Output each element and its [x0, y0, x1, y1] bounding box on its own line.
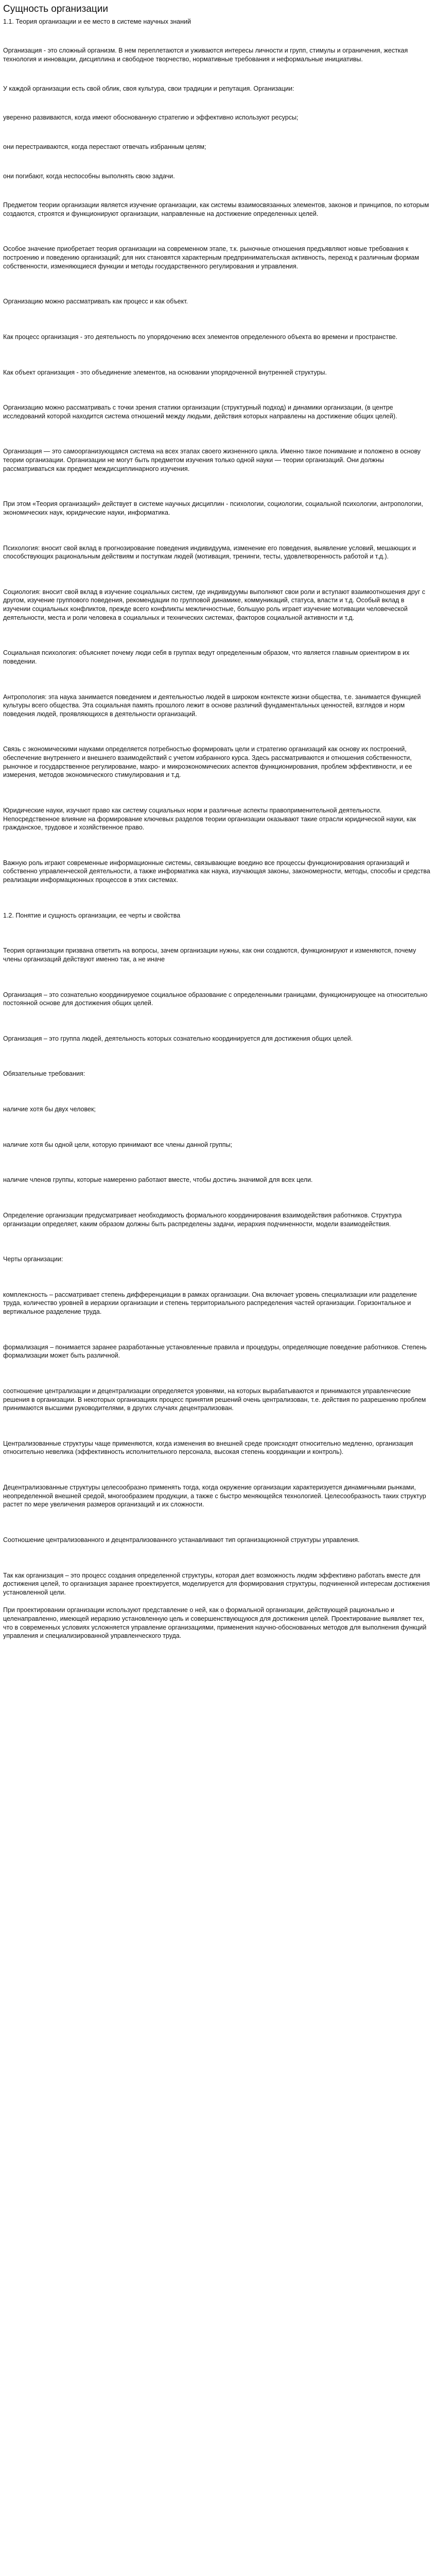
- paragraph-33: Централизованные структуры чаще применяются, когда изменения во внешней среде происходят относительно медленно, организация относительно невелика (эффективность исполнительного персонала, высокая степень координации и контроль).: [3, 1439, 413, 1456]
- paragraph-6: Предметом теории организации является изучение организации, как системы взаимосвязанных элементов, законов и принципов, по которым создаются, строятся и функционируют организации, направленные на достижение определенных целей.: [3, 201, 429, 217]
- paragraph-18: Связь с экономическими науками определяется потребностью формировать цели и стратегию организаций как основу их построений, обеспечение внутреннего и внешнего взаимодействий с учетом избранного курса. Здесь рассматриваются и отношения собственности, рыночное и государственное регулирование, макро- и микроэкономических аспектов функционирования, проблем эффективности, и ее измерения, методов экономического стимулирования и т.д.: [3, 745, 412, 779]
- paragraph-20: Важную роль играют современные информационные системы, связывающие воедино все процессы функционирования организаций и собственно управленческой деятельности, а также информатика как наука, изучающая законы, закономерности, методы, способы и средства реализации информационных процессов в этих системах.: [3, 859, 430, 884]
- paragraph-4: они перестраиваются, когда перестают отвечать избранным целям;: [3, 143, 206, 150]
- paragraph-32: соотношение централизации и децентрализации определяется уровнями, на которых вырабатываются и принимаются управленческие решения в организации. В некоторых организациях процесс принятия решений очень централизован, т.е. действия по разрешению проблем принимаются высшими руководителями, в других случаях децентрализован.: [3, 1387, 426, 1412]
- paragraph-35: Соотношение централизованного и децентрализованного устанавливают тип организационной структуры управления.: [3, 1536, 360, 1544]
- paragraph-13: При этом «Теория организаций» действует в системе научных дисциплин - психологии, социологии, социальной психологии, антропологии, экономических наук, юридические науки, информатика.: [3, 500, 423, 516]
- paragraph-31: формализация – понимается заранее разработанные установленные правила и процедуры, определяющие поведение работников. Степень формализации может быть различной.: [3, 1343, 427, 1360]
- paragraph-14: Психология: вносит свой вклад в прогнозирование поведения индивидуума, изменение его поведения, выявление условий, мешающих и способствующих рациональным действиям и поступкам людей (мотивация, тренинги, тесты, удовлетворенность работой и т.д.).: [3, 544, 416, 561]
- paragraph-22: Организация – это сознательно координируемое социальное образование с определенными границами, функционирующее на относительно постоянной основе для достижения общих целей.: [3, 991, 428, 1007]
- paragraph-24: Обязательные требования:: [3, 1070, 85, 1078]
- paragraph-16: Социальная психология: объясняет почему люди себя в группах ведут определенным образом, что является главным ориентиром в их поведении.: [3, 649, 410, 665]
- paragraph-19: Юридические науки, изучают право как систему социальных норм и различные аспекты правоприменительной деятельности. Непосредственное влияние на формирование ключевых разделов теории организации оказывают такие отрасли юридической науки, как гражданское, трудовое и хозяйственное право.: [3, 806, 416, 832]
- paragraph-15: Социология: вносит свой вклад в изучение социальных систем, где индивидуумы выполняют свои роли и вступают взаимоотношения друг с другом, изучение группового поведения, рекомендации по групповой динамике, коммуникаций, статуса, власти и т.д. Особый вклад в изучении социальных конфликтов, прежде всего конфликты межличностные, большую роль играет изучение мотивации человеческой деятельности, места и роли человека в социальных и технических системах, факторов социальной активности и т.д.: [3, 588, 426, 621]
- paragraph-17: Антропология: эта наука занимается поведением и деятельностью людей в широком контексте жизни общества, т.е. занимается функцией культуры всего общества. Эта социальная память прошлого лежит в основе различий фундаментальных ценностей, взглядов и норм поведения людей, проявляющихся в деятельности организаций.: [3, 693, 421, 718]
- paragraph-25: наличие хотя бы двух человек;: [3, 1106, 96, 1113]
- paragraph-21: Теория организации призвана ответить на вопросы, зачем организации нужны, как они создаются, функционируют и изменяются, почему члены организаций действуют именно так, а не иначе: [3, 947, 416, 963]
- paragraph-10: Как объект организация - это объединение элементов, на основании упорядоченной внутренней структуры.: [3, 368, 327, 376]
- paragraph-34: Децентрализованные структуры целесообразно применять тогда, когда окружение организации характеризуется динамичными рынками, неопределенной внешней средой, многообразием продукции, а также с быстро меняющейся технологией. Целесообразность таких структур растет по мере увеличения размеров организаций и их сложности.: [3, 1484, 426, 1509]
- paragraph-36: Так как организация – это процесс создания определенной структуры, которая дает возможность людям эффективно работать вместе для достижения целей, то организация заранее проектируется, моделируется для формирования структуры, подчиненной интересам достижения установленной цели.: [3, 1571, 430, 1596]
- paragraph-7: Особое значение приобретает теория организации на современном этапе, т.к. рыночные отношения предъявляют новые требования к построению и поведению организаций; для них становятся характерным предпринимательская активность, переход к различным формам собственности, изменяющиеся функции и методы государственного регулирования и управления.: [3, 245, 419, 270]
- paragraph-3: уверенно развиваются, когда имеют обоснованную стратегию и эффективно используют ресурсы;: [3, 114, 299, 122]
- paragraph-26: наличие хотя бы одной цели, которую принимают все члены данной группы;: [3, 1141, 233, 1148]
- paragraph-2: У каждой организации есть свой облик, своя культура, свои традиции и репутация. Организации:: [3, 84, 294, 92]
- page-title: Сущность организации: [3, 4, 108, 14]
- section-2-title: 1.2. Понятие и сущность организации, ее черты и свойства: [3, 911, 181, 919]
- paragraph-8: Организацию можно рассматривать как процесс и как объект.: [3, 298, 188, 306]
- paragraph-12: Организация — это самоорганизующаяся система на всех этапах своего жизненного цикла. Именно такое понимание и положено в основу теории организации. Организации не могут быть предметом изучения только одной науки — теории организаций. Они должны рассматриваться как предмет междисциплинарного изучения.: [3, 448, 421, 472]
- paragraph-28: Определение организации предусматривает необходимость формального координирования взаимодействия работников. Структура организации определяет, каким образом должны быть распределены задачи, иерархия подчиненности, модели взаимодействия.: [3, 1211, 402, 1228]
- paragraph-29: Черты организации:: [3, 1256, 63, 1263]
- paragraph-23: Организация – это группа людей, деятельность которых сознательно координируется для достижения общих целей.: [3, 1035, 353, 1042]
- paragraph-5: они погибают, когда неспособны выполнять свою задачи.: [3, 172, 175, 180]
- section-1-title: 1.1. Теория организации и ее место в системе научных знаний: [3, 18, 191, 25]
- paragraph-27: наличие членов группы, которые намеренно работают вместе, чтобы достичь значимой для всех цели.: [3, 1176, 313, 1184]
- paragraph-9: Как процесс организация - это деятельность по упорядочению всех элементов определенного объекта во времени и пространстве.: [3, 333, 398, 341]
- paragraph-1: Организация - это сложный организм. В нем переплетаются и уживаются интересы личности и групп, стимулы и ограничения, жесткая технология и инновации, дисциплина и свободное творчество, нормативные требования и неформальные инициативы.: [3, 47, 408, 63]
- paragraph-11: Организацию можно рассматривать с точки зрения статики организации (структурный подход) и динамики организации, (в центре исследований которой находится система отношений между людьми, действия которых направлены на достижение общих целей).: [3, 404, 397, 420]
- paragraph-30: комплексность – рассматривает степень дифференциации в рамках организации. Она включает уровень специализации или разделение труда, количество уровней в иерархии организации и степень территориального распределения частей организации. Горизонтальное и вертикальное разделение труда.: [3, 1291, 417, 1315]
- paragraph-37: При проектировании организации используют представление о ней, как о формальной организации, действующей рационально и целенаправленно, имеющей иерархию установленную цель и совершенствующуюся для достижения целей. Проектирование выявляет тех, что в современных условиях усложняется управление организациями, применения научно-обоснованных методов для выполнения функций управления и специализированной управленческого труда.: [3, 1606, 427, 1640]
